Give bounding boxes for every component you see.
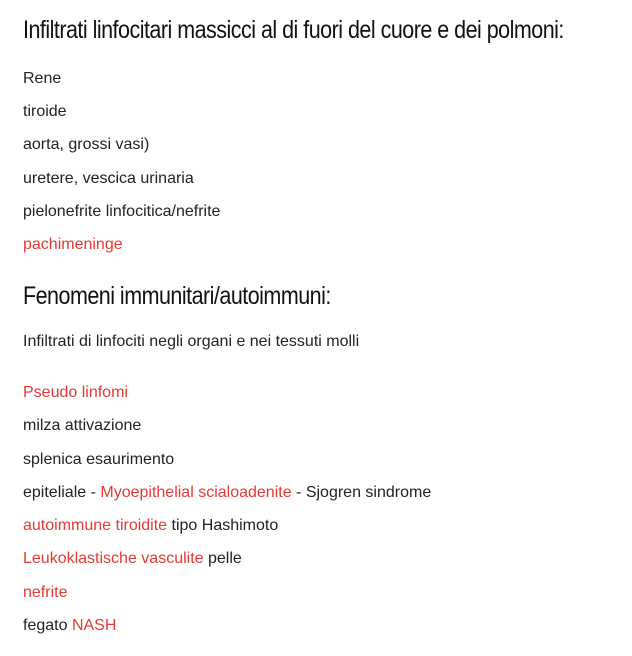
- list-item: aorta, grossi vasi): [23, 136, 150, 153]
- list-item-highlighted: pachimeninge: [23, 236, 123, 253]
- highlighted-term: autoimmune tiroidite: [23, 517, 168, 534]
- item-text: epiteliale -: [23, 484, 101, 501]
- list-item: [23, 516, 278, 536]
- item-text: fegato: [23, 617, 72, 634]
- section-intro: Infiltrati di linfociti negli organi e nei tessuti molli: [23, 333, 360, 350]
- list-item-highlighted: nefrite: [23, 584, 68, 601]
- list-item-highlighted: Pseudo linfomi: [23, 384, 128, 401]
- list-item: uretere, vescica urinaria: [23, 170, 194, 187]
- list-item: tiroide: [23, 103, 67, 120]
- list-item: [23, 616, 116, 636]
- list-item: Rene: [23, 70, 62, 87]
- section-heading-infiltrati: Infiltrati linfocitari massicci al di fuori del cuore e dei polmoni:: [23, 16, 564, 44]
- highlighted-term: Myoepithelial scialoadenite: [100, 484, 292, 501]
- highlighted-term: NASH: [71, 617, 117, 634]
- section-heading-fenomeni: Fenomeni immunitari/autoimmuni:: [23, 282, 331, 310]
- item-text: pelle: [203, 550, 242, 567]
- list-item: splenica esaurimento: [23, 451, 175, 468]
- item-text: - Sjogren sindrome: [291, 484, 432, 501]
- item-text: tipo Hashimoto: [167, 517, 279, 534]
- list-item: [23, 549, 242, 569]
- highlighted-term: Leukoklastische vasculite: [23, 550, 204, 567]
- list-item: pielonefrite linfocitica/nefrite: [23, 203, 221, 220]
- list-item: milza attivazione: [23, 417, 142, 434]
- list-item: [23, 483, 431, 503]
